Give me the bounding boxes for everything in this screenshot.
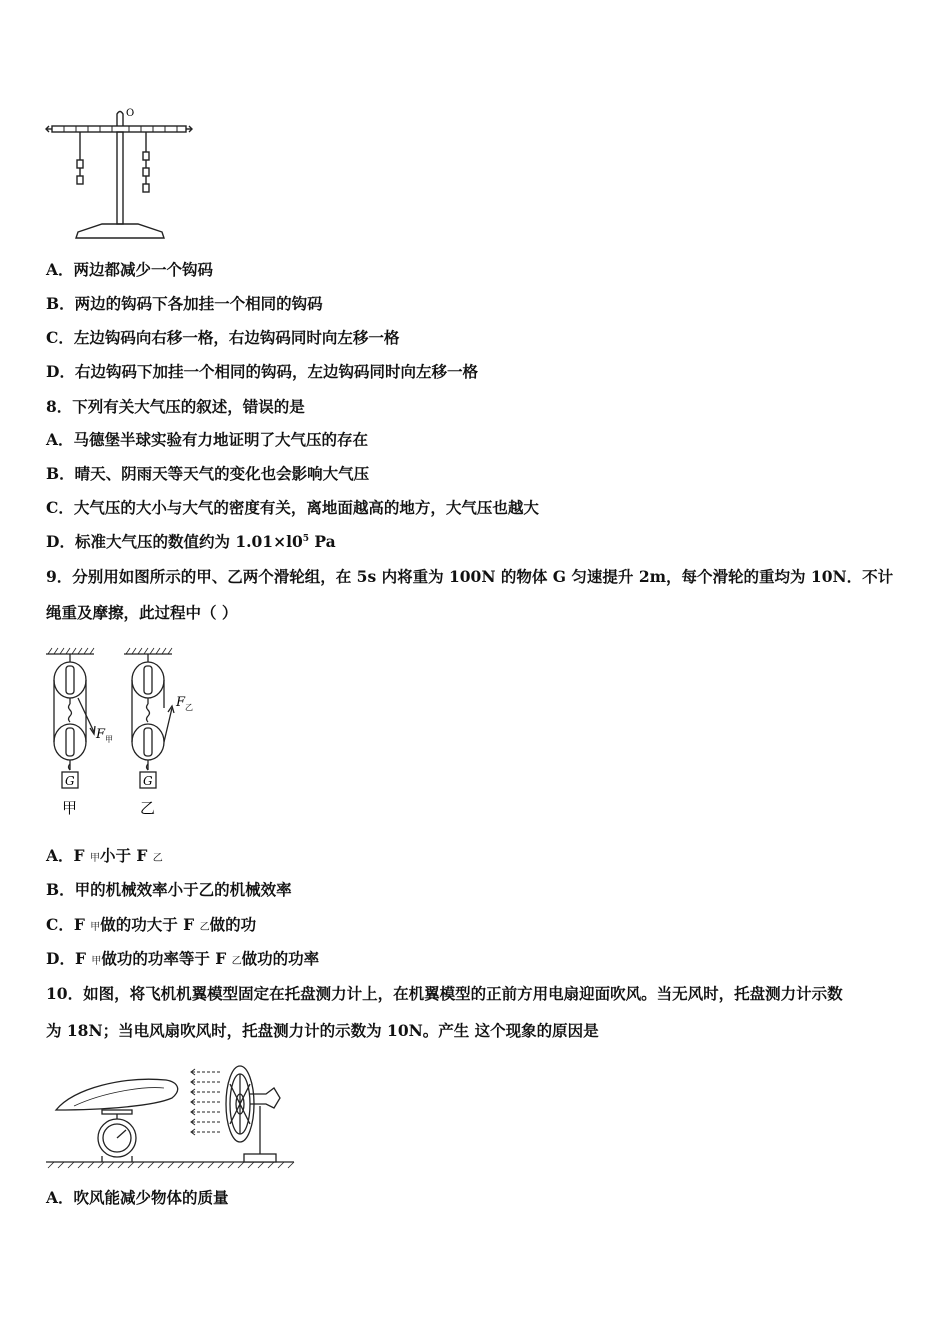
pulley-figure: [40, 646, 210, 826]
q8-option-b: B．晴天、阴雨天等天气的变化也会影响大气压: [46, 464, 370, 483]
load-g-left: G: [65, 774, 75, 788]
q10-option-a: A．吹风能减少物体的质量: [46, 1188, 229, 1207]
q9-option-c: C．F 甲做的功大于 F 乙做的功: [46, 915, 257, 934]
q10-stem-line1: 10．如图，将飞机机翼模型固定在托盘测力计上，在机翼模型的正前方用电扇迎面吹风。当无风时，托盘测力计示数: [46, 984, 843, 1003]
q9-option-d: D．F 甲做功的功率等于 F 乙做功的功率: [46, 949, 320, 968]
force-left-label: F: [96, 727, 106, 742]
force-right-label: F: [176, 695, 186, 710]
pivot-label: O: [126, 108, 135, 119]
q7-option-c: C．左边钩码向右移一格，右边钩码同时向左移一格: [46, 328, 400, 347]
q9-stem-line2: 绳重及摩擦，此过程中（ ）: [46, 603, 238, 622]
q9-stem-line1: 9．分别用如图所示的甲、乙两个滑轮组，在 5s 内将重为 100N 的物体 G 匀速提升 2m，每个滑轮的重均为 10N．不计: [46, 567, 894, 586]
q9-option-b: B．甲的机械效率小于乙的机械效率: [46, 880, 292, 899]
q7-option-b: B．两边的钩码下各加挂一个相同的钩码: [46, 294, 323, 313]
q8-option-c: C．大气压的大小与大气的密度有关，离地面越高的地方，大气压也越大: [46, 498, 539, 517]
q10-stem-line2: 为 18N；当电风扇吹风时，托盘测力计的示数为 10N。产生 这个现象的原因是: [46, 1021, 599, 1040]
force-left-sub: 甲: [105, 735, 113, 744]
label-yi: 乙: [140, 799, 156, 817]
q9-option-a: A．F 甲小于 F 乙: [46, 846, 163, 865]
q7-option-a: A．两边都减少一个钩码: [46, 260, 214, 279]
label-jia: 甲: [62, 799, 78, 817]
q7-option-d: D．右边钩码下加挂一个相同的钩码，左边钩码同时向左移一格: [46, 362, 478, 381]
lever-figure: [44, 104, 194, 244]
q8-stem: 8．下列有关大气压的叙述，错误的是: [46, 397, 305, 416]
q8-option-d: D．标准大气压的数值约为 $1.01\times l0^5$ Pa: [46, 532, 336, 551]
load-g-right: G: [143, 774, 153, 788]
wing-fan-figure: [44, 1058, 299, 1173]
q8-option-a: A．马德堡半球实验有力地证明了大气压的存在: [46, 430, 369, 449]
force-right-sub: 乙: [185, 703, 193, 712]
